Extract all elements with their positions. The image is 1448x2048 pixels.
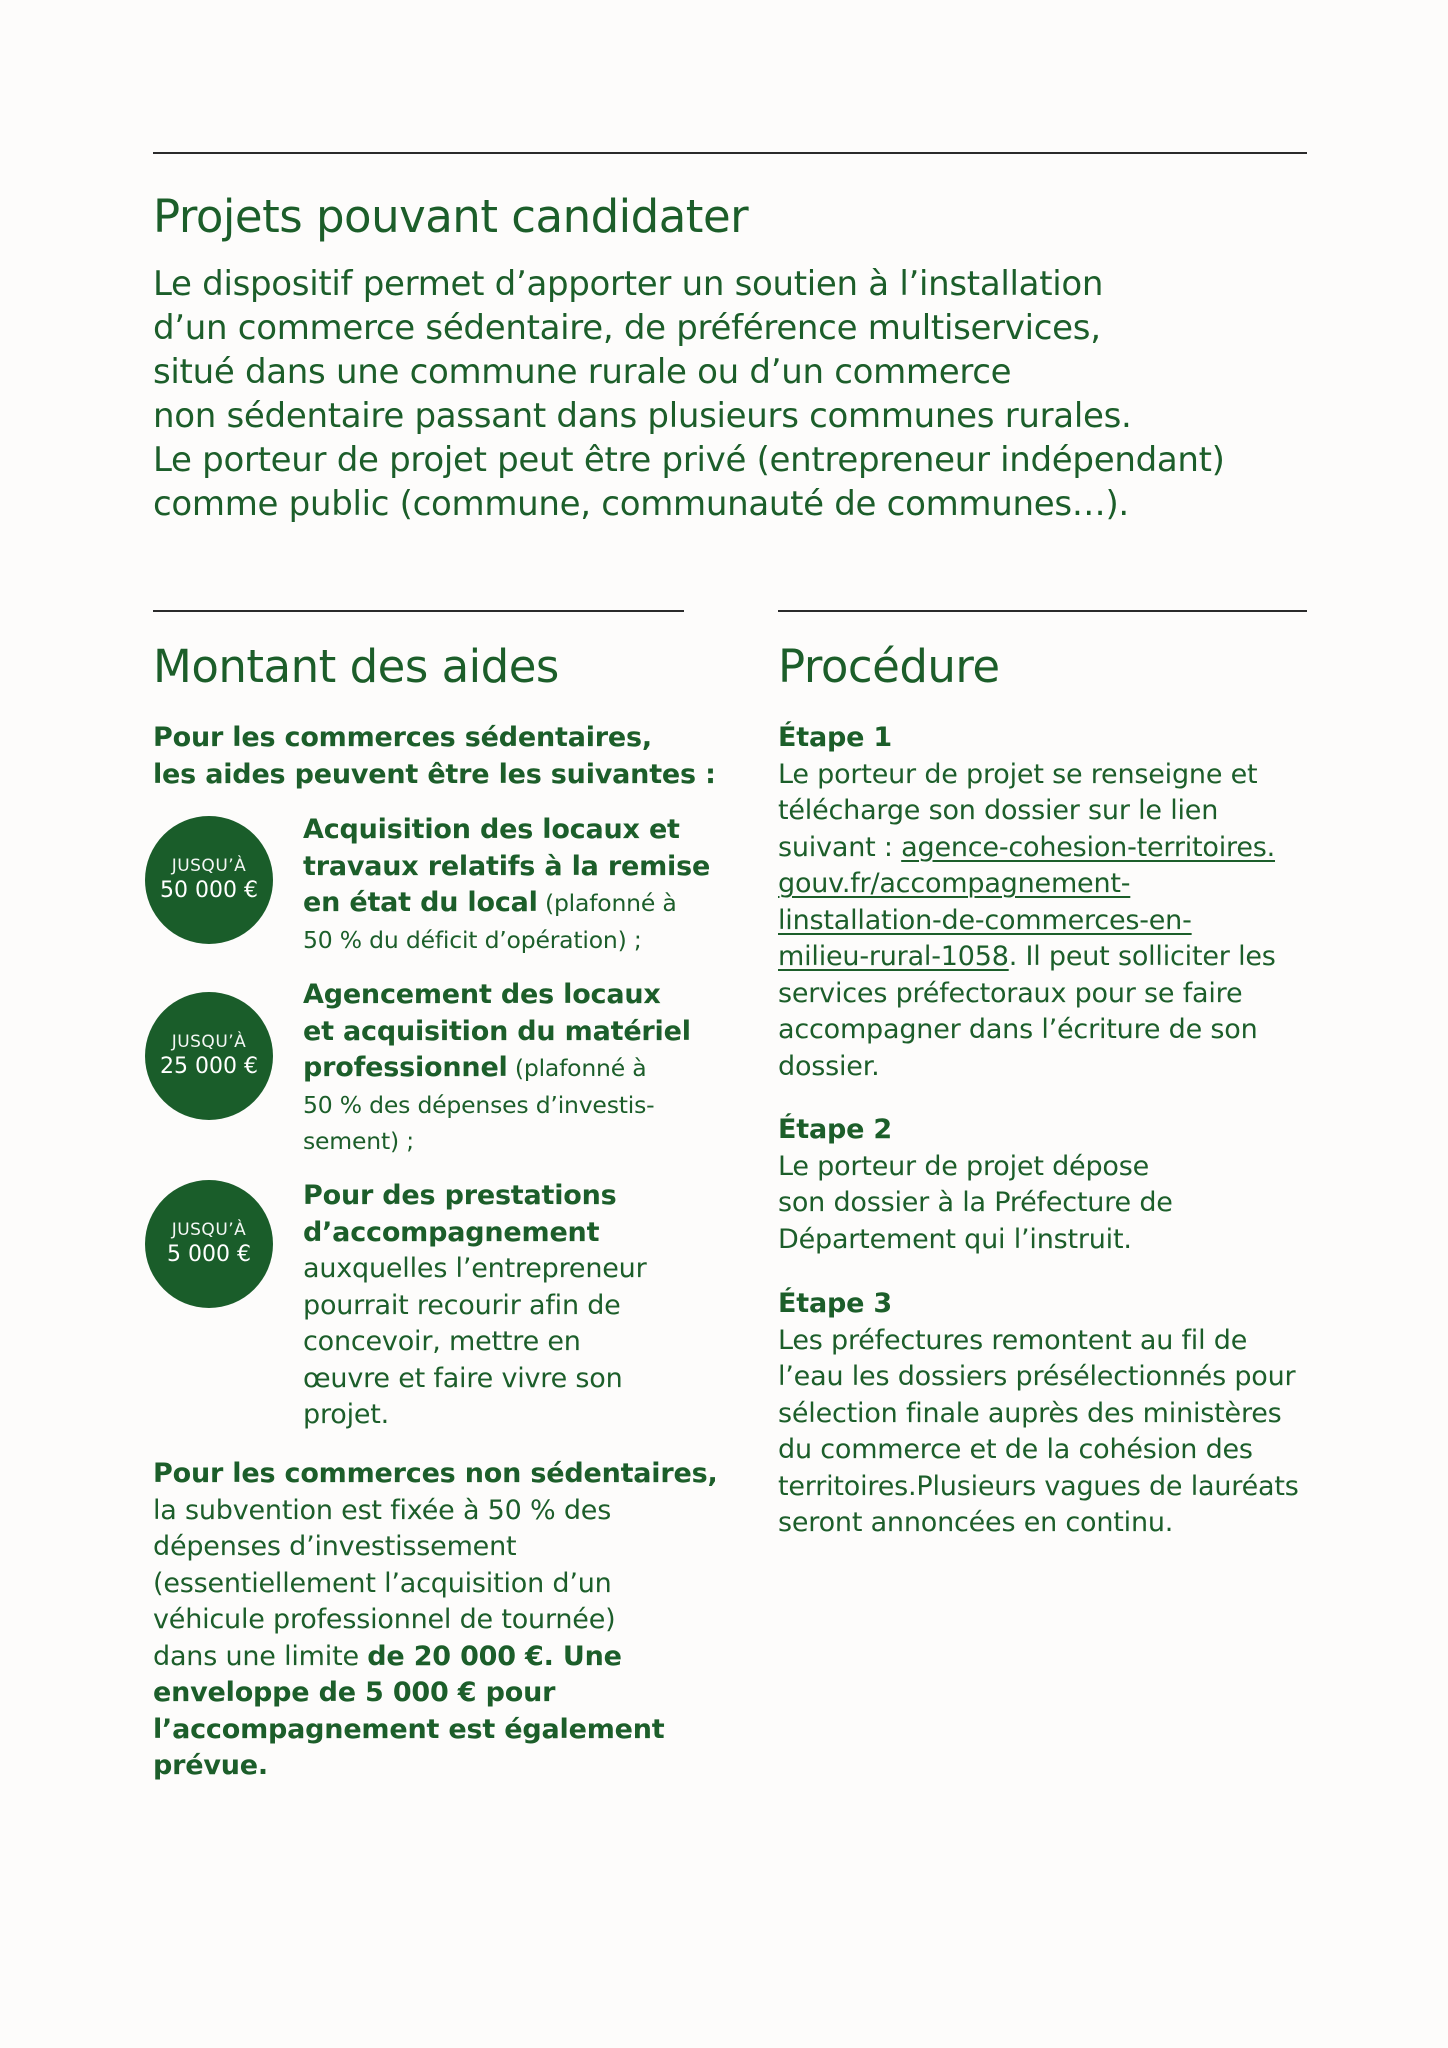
aid-bold-line: Pour des prestations xyxy=(303,1180,617,1211)
procedure-step-2 xyxy=(778,1112,1173,1258)
left-column-divider xyxy=(153,610,684,612)
non-sedentary-heading: Pour les commerces non sédentaires, xyxy=(153,1458,718,1489)
aid-bold-line: travaux relatifs à la remise xyxy=(303,850,711,882)
aid-item-acquisition xyxy=(303,812,711,958)
amount-badge-upto: JUSQU’À xyxy=(171,856,247,876)
procedure-link[interactable]: milieu-rural-1058 xyxy=(778,941,1009,972)
non-sedentary-line: dans une limite xyxy=(153,1640,368,1672)
non-sedentary-bold-line: prévue. xyxy=(153,1750,268,1781)
procedure-link[interactable]: gouv.fr/accompagnement- xyxy=(778,868,1131,899)
amount-badge-value: 5 000 € xyxy=(167,1242,251,1267)
non-sedentary-bold-line: enveloppe de 5 000 € pour xyxy=(153,1677,556,1708)
step-line: son dossier à la Préfecture de xyxy=(778,1187,1173,1218)
aid-text-line: concevoir, mettre en xyxy=(303,1326,581,1357)
amount-badge-upto: JUSQU’À xyxy=(171,1220,247,1240)
step-line: territoires.Plusieurs vagues de lauréats xyxy=(778,1470,1299,1502)
non-sedentary-line: véhicule professionnel de tournée) xyxy=(153,1604,616,1635)
aid-bold-line: professionnel xyxy=(303,1052,508,1083)
aid-note-line: sement) ; xyxy=(303,1127,414,1155)
amount-badge-50000 xyxy=(145,816,273,944)
section-title-procedure: Procédure xyxy=(778,640,1000,693)
step-line: Le porteur de projet se renseigne et xyxy=(778,758,1258,790)
aid-item-agencement xyxy=(303,977,703,1160)
top-divider xyxy=(153,152,1307,154)
step-line: l’eau les dossiers présélectionnés pour xyxy=(778,1361,1296,1392)
procedure-step-1 xyxy=(778,720,1276,1085)
aid-item-accompagnement xyxy=(303,1178,703,1434)
montant-intro xyxy=(153,720,716,793)
non-sedentary-paragraph xyxy=(153,1456,718,1785)
amount-badge-value: 50 000 € xyxy=(160,878,258,903)
aid-note: (plafonné à xyxy=(507,1054,647,1082)
amount-badge-5000 xyxy=(145,1180,273,1308)
aid-note: (plafonné à xyxy=(537,889,677,917)
aid-bold-line: d’accompagnement xyxy=(303,1216,600,1248)
aid-note-line: 50 % des dépenses d’investis- xyxy=(303,1090,655,1119)
aid-bold-line: Acquisition des locaux et xyxy=(303,814,680,845)
procedure-link[interactable]: linstallation-de-commerces-en- xyxy=(778,904,1192,936)
aid-bold-line: Agencement des locaux xyxy=(303,979,661,1010)
step-line: seront annoncées en continu. xyxy=(778,1507,1174,1538)
montant-intro-line: les aides peuvent être les suivantes : xyxy=(153,758,716,790)
non-sedentary-line: la subvention est fixée à 50 % des xyxy=(153,1494,612,1526)
intro-line: Le porteur de projet peut être privé (entrepreneur indépendant) xyxy=(153,440,1225,480)
step-line: Les préfectures remontent au fil de xyxy=(778,1324,1248,1356)
step-line: Département qui l’instruit. xyxy=(778,1223,1132,1255)
step-line: dossier. xyxy=(778,1050,880,1082)
step-line: télécharge son dossier sur le lien xyxy=(778,795,1219,826)
non-sedentary-line: (essentiellement l’acquisition d’un xyxy=(153,1567,612,1599)
aid-text-line: œuvre et faire vivre son xyxy=(303,1362,623,1394)
amount-badge-upto: JUSQU’À xyxy=(171,1032,247,1052)
non-sedentary-bold-line: l’accompagnement est également xyxy=(153,1713,665,1745)
step-line: sélection finale auprès des ministères xyxy=(778,1397,1282,1429)
intro-line: comme public (commune, communauté de communes…). xyxy=(153,484,1129,524)
step-title: Étape 3 xyxy=(778,1288,892,1319)
step-line: . Il peut solliciter les xyxy=(1008,941,1276,972)
step-line: services préfectoraux pour se faire xyxy=(778,977,1243,1009)
aid-note-line: 50 % du déficit d’opération) ; xyxy=(303,925,642,954)
intro-paragraph xyxy=(153,262,1333,526)
procedure-link[interactable]: agence-cohesion-territoires. xyxy=(901,831,1276,863)
step-line: accompagner dans l’écriture de son xyxy=(778,1014,1258,1045)
procedure-step-3 xyxy=(778,1286,1299,1542)
non-sedentary-limit: de 20 000 €. Une xyxy=(367,1640,622,1672)
aid-bold-line: et acquisition du matériel xyxy=(303,1015,691,1047)
amount-badge-value: 25 000 € xyxy=(160,1054,258,1079)
amount-badge-25000 xyxy=(145,992,273,1120)
intro-line: situé dans une commune rurale ou d’un commerce xyxy=(153,352,1012,392)
montant-intro-line: Pour les commerces sédentaires, xyxy=(153,722,652,753)
aid-bold-line: en état du local xyxy=(303,887,538,918)
step-line: Le porteur de projet dépose xyxy=(778,1150,1149,1182)
section-title-projets: Projets pouvant candidater xyxy=(153,190,749,243)
step-line: du commerce et de la cohésion des xyxy=(778,1434,1253,1465)
aid-text-line: projet. xyxy=(303,1399,390,1430)
intro-line: non sédentaire passant dans plusieurs communes rurales. xyxy=(153,396,1132,436)
section-title-montant: Montant des aides xyxy=(153,640,559,693)
intro-line: d’un commerce sédentaire, de préférence multiservices, xyxy=(153,308,1101,348)
right-column-divider xyxy=(778,610,1307,612)
non-sedentary-line: dépenses d’investissement xyxy=(153,1531,517,1562)
step-title: Étape 1 xyxy=(778,722,892,753)
step-title: Étape 2 xyxy=(778,1114,892,1145)
aid-text-line: pourrait recourir afin de xyxy=(303,1289,621,1321)
aid-text-line: auxquelles l’entrepreneur xyxy=(303,1253,647,1284)
step-line: suivant : xyxy=(778,831,902,863)
intro-line: Le dispositif permet d’apporter un soutien à l’installation xyxy=(153,264,1104,304)
